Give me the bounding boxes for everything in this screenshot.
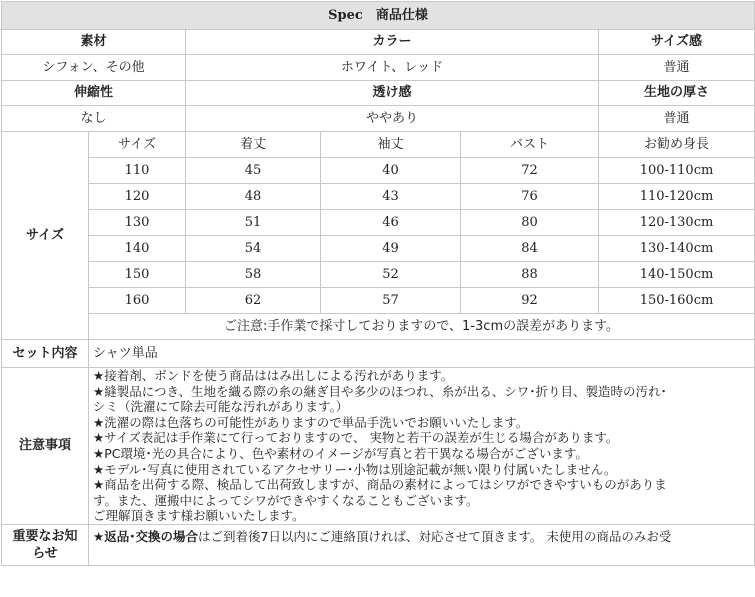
caution-line: ★縫製品につき、生地を織る際の糸の継ぎ目や多少のほつれ、糸が出る、シワ･折り目、製造時の汚れ･ <box>93 383 667 399</box>
bust-cell: 80 <box>461 210 599 236</box>
sleeve-cell: 46 <box>321 210 461 236</box>
height-cell: 140-150cm <box>599 262 755 288</box>
caution-text <box>89 368 755 525</box>
material-label: 素材 <box>2 30 186 55</box>
length-cell: 62 <box>186 288 321 314</box>
height-cell: 150-160cm <box>599 288 755 314</box>
height-cell: 110-120cm <box>599 184 755 210</box>
caution-line: ★PC環境･光の具合により、色や素材のイメージが写真と若干異なる場合がございます。 <box>93 445 588 461</box>
caution-label: 注意事項 <box>2 368 89 525</box>
sleeve-cell: 57 <box>321 288 461 314</box>
height-cell: 100-110cm <box>599 158 755 184</box>
stretch-value: なし <box>2 106 186 132</box>
thickness-value: 普通 <box>599 106 755 132</box>
bust-cell: 76 <box>461 184 599 210</box>
set-label: セット内容 <box>2 340 89 368</box>
bust-cell: 72 <box>461 158 599 184</box>
important-label: 重要なお知らせ <box>2 524 89 565</box>
bust-cell: 84 <box>461 236 599 262</box>
size-feel-label: サイズ感 <box>599 30 755 55</box>
size-header: サイズ <box>89 132 186 158</box>
table-title: Spec 商品仕様 <box>2 2 755 30</box>
sleeve-cell: 49 <box>321 236 461 262</box>
caution-line: ★接着剤、ボンドを使う商品ははみ出しによる汚れがあります。 <box>93 368 454 383</box>
sleeve-cell: 43 <box>321 184 461 210</box>
return-exchange-heading: ★返品･交換の場合 <box>93 528 198 544</box>
caution-line: す。また、運搬中によってシワができやすくなることもございます。 <box>93 492 479 508</box>
length-cell: 51 <box>186 210 321 236</box>
size-cell: 110 <box>89 158 186 184</box>
stretch-label: 伸縮性 <box>2 81 186 106</box>
size-cell: 140 <box>89 236 186 262</box>
length-cell: 48 <box>186 184 321 210</box>
size-row <box>2 288 755 314</box>
sleeve-cell: 52 <box>321 262 461 288</box>
size-cell: 120 <box>89 184 186 210</box>
height-cell: 130-140cm <box>599 236 755 262</box>
length-cell: 45 <box>186 158 321 184</box>
size-row <box>2 262 755 288</box>
length-cell: 58 <box>186 262 321 288</box>
size-row <box>2 158 755 184</box>
size-row <box>2 184 755 210</box>
size-section-label: サイズ <box>2 132 89 340</box>
length-cell: 54 <box>186 236 321 262</box>
thickness-label: 生地の厚さ <box>599 81 755 106</box>
size-cell: 150 <box>89 262 186 288</box>
height-header: お勧め身長 <box>599 132 755 158</box>
caution-line: シミ（洗濯にて除去可能な汚れがあります。） <box>93 399 349 415</box>
size-feel-value: 普通 <box>599 55 755 81</box>
bust-cell: 92 <box>461 288 599 314</box>
size-cell: 160 <box>89 288 186 314</box>
size-row <box>2 236 755 262</box>
size-row <box>2 210 755 236</box>
caution-line: ご理解頂きます様お願いいたします。 <box>93 508 305 524</box>
caution-line: ★洗濯の際は色落ちの可能性がありますので単品手洗いでお願いいたします。 <box>93 414 529 430</box>
measurement-note: ご注意:手作業で採寸しておりますので、1-3cmの誤差があります。 <box>89 314 755 340</box>
material-value: シフォン、その他 <box>2 55 186 81</box>
caution-line: ★商品を出荷する際、検品して出荷致しますが、商品の素材によってはシワができやすいものがありま <box>93 477 667 493</box>
spec-table <box>1 1 755 566</box>
color-value: ホワイト、レッド <box>186 55 599 81</box>
sheer-label: 透け感 <box>186 81 599 106</box>
sleeve-cell: 40 <box>321 158 461 184</box>
bust-cell: 88 <box>461 262 599 288</box>
set-value: シャツ単品 <box>89 340 755 368</box>
return-exchange-text: はご到着後7日以内にご連絡頂ければ、対応させて頂きます。 未使用の商品のみお受 <box>197 528 672 544</box>
important-text <box>89 524 755 565</box>
height-cell: 120-130cm <box>599 210 755 236</box>
caution-line: ★モデル･写真に使用されているアクセサリー･小物は別途記載が無い限り付属いたしません。 <box>93 461 617 477</box>
sleeve-header: 袖丈 <box>321 132 461 158</box>
size-cell: 130 <box>89 210 186 236</box>
length-header: 着丈 <box>186 132 321 158</box>
bust-header: バスト <box>461 132 599 158</box>
caution-line: ★サイズ表記は手作業にて行っておりますので、 実物と若干の誤差が生じる場合があります。 <box>93 430 619 446</box>
sheer-value: ややあり <box>186 106 599 132</box>
color-label: カラー <box>186 30 599 55</box>
